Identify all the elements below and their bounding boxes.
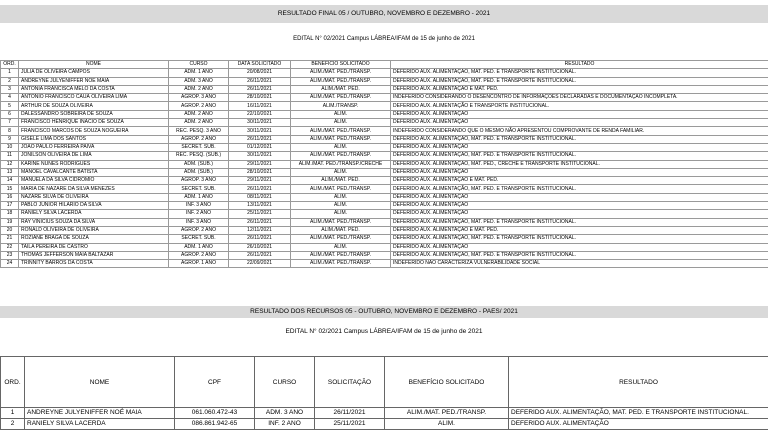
- cell-beneficio: ALIM./MAT. PED.: [291, 85, 391, 93]
- header-resultado: RESULTADO: [509, 357, 768, 408]
- cell-resultado: INDEFERIDO CONSIDERANDO QUE O MESMO NÃO APRESENTOU COMPROVANTE DE RENDA FAMILIAR.: [391, 127, 768, 135]
- cell-resultado: DEFERIDO AUX. ALIMENTAÇÃO, MAT. PED., CRECHE E TRANSPORTE INSTITUCIONAL.: [391, 160, 768, 168]
- cell-ord: 14: [1, 177, 19, 185]
- cell-ord: 24: [1, 260, 19, 268]
- cell-data: 25/11/2021: [229, 210, 291, 218]
- cell-beneficio: ALIM./MAT. PED.: [291, 177, 391, 185]
- cell-beneficio: ALIM.: [291, 168, 391, 176]
- cell-ord: 5: [1, 102, 19, 110]
- table-row: [1, 77, 768, 85]
- table-row: [1, 94, 768, 102]
- cell-ord: 15: [1, 185, 19, 193]
- table-row: [1, 160, 768, 168]
- cell-nome: ANTONIO FRANCISCO CAUÃ OLIVEIRA LIMA: [19, 94, 169, 102]
- table-row: [1, 419, 768, 430]
- cell-resultado: DEFERIDO AUX. ALIMENTAÇÃO: [391, 193, 768, 201]
- cell-curso: ADM. 2 ANO: [169, 110, 229, 118]
- table-row: [1, 85, 768, 93]
- cell-resultado: DEFERIDO AUX. ALIMENTAÇÃO, MAT. PED. E TRANSPORTE INSTITUCIONAL.: [391, 69, 768, 77]
- header-nome: NOME: [19, 61, 169, 69]
- cell-data: 30/11/2021: [229, 119, 291, 127]
- cell-curso: ADM. 2 ANO: [169, 85, 229, 93]
- cell-beneficio: ALIM./TRANSP.: [291, 102, 391, 110]
- cell-solicitacao: 25/11/2021: [315, 419, 385, 430]
- cell-data: 26/11/2021: [229, 185, 291, 193]
- cell-data: 26/11/2021: [229, 135, 291, 143]
- section2-title: RESULTADO DOS RECURSOS 05 - OUTUBRO, NOVEMBRO E DEZEMBRO - PAES/ 2021: [0, 306, 768, 318]
- cell-nome: JULIA DE OLIVEIRA CAMPOS: [19, 69, 169, 77]
- cell-curso: ADM. (SUB.): [169, 168, 229, 176]
- cell-beneficio: ALIM./MAT. PED./TRANSP.: [291, 260, 391, 268]
- table-row: [1, 69, 768, 77]
- appeals-result-table: [0, 356, 768, 430]
- cell-ord: 18: [1, 210, 19, 218]
- cell-nome: TAILA PEREIRA DE CASTRO: [19, 243, 169, 251]
- cell-ord: 12: [1, 160, 19, 168]
- cell-curso: INF. 3 ANO: [169, 202, 229, 210]
- cell-data: 26/11/2021: [229, 77, 291, 85]
- header-cpf: CPF: [175, 357, 255, 408]
- cell-resultado: DEFERIDO AUX. ALIMENTAÇÃO E MAT. PED.: [391, 85, 768, 93]
- cell-resultado: DEFERIDO AUX. ALIMENTAÇÃO E MAT. PED.: [391, 177, 768, 185]
- cell-ord: 17: [1, 202, 19, 210]
- cell-resultado: DEFERIDO AUX. ALIMENTAÇÃO, MAT. PED. E TRANSPORTE INSTITUCIONAL.: [391, 185, 768, 193]
- table-row: [1, 127, 768, 135]
- cell-nome: NAZARE SILVA DE OLIVEIRA: [19, 193, 169, 201]
- cell-resultado: DEFERIDO AUX. ALIMENTAÇÃO: [391, 110, 768, 118]
- table-row: [1, 235, 768, 243]
- cell-curso: ADM. 2 ANO: [169, 119, 229, 127]
- header-beneficio: BENEFÍCIO SOLICITADO: [385, 357, 509, 408]
- cell-curso: ADM. 3 ANO: [169, 77, 229, 85]
- cell-ord: 16: [1, 193, 19, 201]
- cell-beneficio: ALIM./MAT. PED./TRANSP.: [291, 152, 391, 160]
- table-row: [1, 218, 768, 226]
- cell-solicitacao: 26/11/2021: [315, 408, 385, 419]
- cell-beneficio: ALIM.: [291, 119, 391, 127]
- cell-resultado: DEFERIDO AUX. ALIMENTAÇÃO: [391, 168, 768, 176]
- cell-ord: 10: [1, 143, 19, 151]
- final-result-table: [0, 60, 768, 268]
- cell-resultado: DEFERIDO AUX. ALIMENTAÇÃO: [391, 210, 768, 218]
- cell-data: 13/11/2021: [229, 202, 291, 210]
- cell-data: 30/11/2021: [229, 127, 291, 135]
- cell-resultado: DEFERIDO AUX. ALIMENTAÇÃO: [391, 202, 768, 210]
- header-ord: ORD.: [1, 61, 19, 69]
- cell-nome: ROZIANE BRAGA DE SOUZA: [19, 235, 169, 243]
- cell-cpf: 086.861.942-65: [175, 419, 255, 430]
- cell-resultado: DEFERIDO AUX. ALIMENTAÇÃO: [509, 419, 768, 430]
- header-nome: NOME: [25, 357, 175, 408]
- section1-subtitle: EDITAL N° 02/2021 Campus LÁBREA/IFAM de 15 de junho de 2021: [293, 36, 475, 42]
- cell-beneficio: ALIM./MAT. PED./TRANSP.: [291, 135, 391, 143]
- table-row: [1, 226, 768, 234]
- cell-data: 22/09/2021: [229, 260, 291, 268]
- cell-nome: RONALD OLIVEIRA DE OLIVEIRA: [19, 226, 169, 234]
- cell-ord: 22: [1, 243, 19, 251]
- header-curso: CURSO: [169, 61, 229, 69]
- cell-data: 28/10/2021: [229, 94, 291, 102]
- cell-resultado: DEFERIDO AUX. ALIMENTAÇÃO, MAT. PED. E TRANSPORTE INSTITUCIONAL.: [391, 218, 768, 226]
- table-row: [1, 110, 768, 118]
- cell-nome: RANIELY SILVA LACERDA: [25, 419, 175, 430]
- cell-nome: ANTONIA FRANCISCA MELO DA COSTA: [19, 85, 169, 93]
- table-row: [1, 177, 768, 185]
- table-header-row: [1, 357, 768, 408]
- cell-nome: PABLO JUNIOR HILARIO DA SILVA: [19, 202, 169, 210]
- cell-curso: ADM. 1 ANO: [169, 243, 229, 251]
- cell-resultado: DEFERIDO AUX. ALIMENTAÇÃO: [391, 119, 768, 127]
- cell-data: 16/11/2021: [229, 102, 291, 110]
- table-row: [1, 243, 768, 251]
- cell-data: 26/11/2021: [229, 85, 291, 93]
- table-row: [1, 193, 768, 201]
- cell-beneficio: ALIM.: [291, 110, 391, 118]
- cell-nome: ANDREYNE JULYENIFFER NOÉ MAIA: [19, 77, 169, 85]
- cell-data: 01/12/2021: [229, 143, 291, 151]
- cell-curso: AGROP. 2 ANO: [169, 135, 229, 143]
- cell-resultado: DEFERIDO AUX. ALIMENTAÇÃO: [391, 243, 768, 251]
- cell-resultado: DEFERIDO AUX. ALIMENTAÇÃO, MAT. PED. E TRANSPORTE INSTITUCIONAL.: [391, 152, 768, 160]
- cell-nome: MANUELA DA SILVA CIDROMIO: [19, 177, 169, 185]
- cell-data: 26/11/2021: [229, 251, 291, 259]
- cell-resultado: INDEFERIDO NÃO CARACTERIZA VULNERABILIDADE SOCIAL: [391, 260, 768, 268]
- cell-nome: MANOEL CAVALCANTE BATISTA: [19, 168, 169, 176]
- cell-resultado: DEFERIDO AUX. ALIMENTAÇÃO, MAT. PED. E TRANSPORTE INSTITUCIONAL.: [391, 77, 768, 85]
- cell-data: 12/11/2021: [229, 226, 291, 234]
- table-row: [1, 408, 768, 419]
- cell-data: 22/10/2021: [229, 110, 291, 118]
- cell-ord: 7: [1, 119, 19, 127]
- cell-beneficio: ALIM.: [291, 143, 391, 151]
- cell-ord: 20: [1, 226, 19, 234]
- cell-data: 20/08/2021: [229, 69, 291, 77]
- cell-beneficio: ALIM./MAT. PED./TRANSP.: [291, 218, 391, 226]
- cell-nome: RANIELY SILVA LACERDA: [19, 210, 169, 218]
- table-row: [1, 119, 768, 127]
- table-row: [1, 135, 768, 143]
- cell-beneficio: ALIM.: [291, 243, 391, 251]
- cell-data: 30/11/2021: [229, 152, 291, 160]
- cell-curso: REC. PESQ. (SUB.): [169, 152, 229, 160]
- cell-curso: AGROP. 2 ANO: [169, 226, 229, 234]
- table-row: [1, 202, 768, 210]
- cell-ord: 13: [1, 168, 19, 176]
- cell-ord: 1: [1, 69, 19, 77]
- cell-beneficio: ALIM.: [291, 202, 391, 210]
- cell-beneficio: ALIM.: [385, 419, 509, 430]
- cell-beneficio: ALIM./MAT. PED./TRANSP.: [291, 127, 391, 135]
- cell-ord: 11: [1, 152, 19, 160]
- cell-data: 28/10/2021: [229, 168, 291, 176]
- cell-beneficio: ALIM./MAT. PED./TRANSP.: [385, 408, 509, 419]
- cell-beneficio: ALIM.: [291, 193, 391, 201]
- cell-nome: ANDREYNE JULYENIFFER NOÉ MAIA: [25, 408, 175, 419]
- cell-nome: KARINE NUNES RODRIGUES: [19, 160, 169, 168]
- section1-title: RESULTADO FINAL 05 / OUTUBRO, NOVEMBRO E DEZEMBRO - 2021: [0, 5, 768, 23]
- cell-resultado: DEFERIDO AUX. ALIMENTAÇÃO: [391, 143, 768, 151]
- table-header-row: [1, 61, 768, 69]
- header-solicitacao: SOLICITAÇÃO: [315, 357, 385, 408]
- cell-beneficio: ALIM./MAT. PED./TRANSP.: [291, 185, 391, 193]
- cell-beneficio: ALIM./MAT. PED./TRANSP.: [291, 69, 391, 77]
- table-row: [1, 251, 768, 259]
- table-row: [1, 152, 768, 160]
- cell-data: 26/11/2021: [229, 218, 291, 226]
- table-row: [1, 143, 768, 151]
- table-row: [1, 260, 768, 268]
- cell-nome: DALESSANDRO SOBREIRA DE SOUZA: [19, 110, 169, 118]
- cell-beneficio: ALIM.: [291, 210, 391, 218]
- cell-beneficio: ALIM./MAT. PED./TRANSP.: [291, 251, 391, 259]
- table-row: [1, 168, 768, 176]
- cell-ord: 23: [1, 251, 19, 259]
- header-resultado: RESULTADO: [391, 61, 768, 69]
- table-row: [1, 210, 768, 218]
- cell-ord: 1: [1, 408, 25, 419]
- cell-resultado: INDEFERIDO CONSIDERANDO O DESENCONTRO DE INFORMAÇÕES DECLARADAS E DOCUMENTAÇÃO INCOMPLETA.: [391, 94, 768, 102]
- cell-beneficio: ALIM./MAT. PED./TRANSP.: [291, 77, 391, 85]
- cell-nome: ARTHUR DE SOUZA OLIVEIRA: [19, 102, 169, 110]
- cell-resultado: DEFERIDO AUX. ALIMENTAÇÃO, MAT. PED. E TRANSPORTE INSTITUCIONAL.: [391, 235, 768, 243]
- cell-resultado: DEFERIDO AUX. ALIMENTAÇÃO, MAT. PED. E TRANSPORTE INSTITUCIONAL.: [391, 135, 768, 143]
- cell-beneficio: ALIM./MAT. PED.: [291, 226, 391, 234]
- cell-curso: AGROP. 2 ANO: [169, 102, 229, 110]
- cell-nome: RAY VINICIUS SOUZA DA SILVA: [19, 218, 169, 226]
- cell-ord: 2: [1, 77, 19, 85]
- cell-curso: ADM. 3 ANO: [255, 408, 315, 419]
- cell-data: 26/10/2021: [229, 243, 291, 251]
- cell-ord: 3: [1, 85, 19, 93]
- cell-curso: AGROP. 3 ANO: [169, 177, 229, 185]
- cell-ord: 2: [1, 419, 25, 430]
- cell-curso: REC. PESQ. 3 ANO: [169, 127, 229, 135]
- cell-resultado: DEFERIDO AUX. ALIMENTAÇÃO, MAT. PED. E TRANSPORTE INSTITUCIONAL.: [391, 251, 768, 259]
- cell-beneficio: ALIM./MAT. PED./TRANSP.: [291, 235, 391, 243]
- cell-nome: THOMAS JEFFERSON MAIA BALTAZAR: [19, 251, 169, 259]
- cell-curso: ADM. 1 ANO: [169, 69, 229, 77]
- cell-nome: TRINNITY BARROS DA COSTA: [19, 260, 169, 268]
- cell-data: 08/11/2021: [229, 193, 291, 201]
- cell-curso: AGROP. 3 ANO: [169, 94, 229, 102]
- header-ord: ORD.: [1, 357, 25, 408]
- cell-ord: 9: [1, 135, 19, 143]
- cell-resultado: DEFERIDO AUX. ALIMENTAÇÃO E MAT. PED.: [391, 226, 768, 234]
- cell-curso: ADM. (SUB.): [169, 160, 229, 168]
- cell-ord: 21: [1, 235, 19, 243]
- cell-ord: 6: [1, 110, 19, 118]
- cell-nome: FRANCISCO MARCOS DE SOUZA NOGUEIRA: [19, 127, 169, 135]
- cell-cpf: 061.060.472-43: [175, 408, 255, 419]
- cell-ord: 4: [1, 94, 19, 102]
- cell-curso: SECRET. SUB.: [169, 143, 229, 151]
- header-curso: CURSO: [255, 357, 315, 408]
- cell-curso: INF. 2 ANO: [169, 210, 229, 218]
- cell-data: 29/11/2021: [229, 177, 291, 185]
- cell-beneficio: ALIM./MAT. PED./TRANSP.: [291, 94, 391, 102]
- cell-nome: JOÃO PAULO FERREIRA PAIVA: [19, 143, 169, 151]
- cell-nome: FRANCISCO HENRIQUE INACIO DE SOUZA: [19, 119, 169, 127]
- cell-curso: INF. 2 ANO: [255, 419, 315, 430]
- cell-curso: SECRET. SUB.: [169, 235, 229, 243]
- cell-nome: GISELE LIMA DOS SANTOS: [19, 135, 169, 143]
- header-beneficio: BENEFÍCIO SOLICITADO: [291, 61, 391, 69]
- cell-resultado: DEFERIDO AUX. ALIMENTAÇÃO, MAT. PED. E TRANSPORTE INSTITUCIONAL.: [509, 408, 768, 419]
- cell-data: 26/11/2021: [229, 235, 291, 243]
- cell-curso: INF. 3 ANO: [169, 218, 229, 226]
- cell-nome: MARIA DE NAZARE DA SILVA MENEZES: [19, 185, 169, 193]
- cell-curso: AGROP. 1 ANO: [169, 260, 229, 268]
- cell-curso: AGROP. 2 ANO: [169, 251, 229, 259]
- cell-ord: 8: [1, 127, 19, 135]
- cell-data: 29/11/2021: [229, 160, 291, 168]
- cell-nome: JONILSON OLIVEIRA DE LIMA: [19, 152, 169, 160]
- cell-resultado: DEFERIDO AUX. ALIMENTAÇÃO E TRANSPORTE INSTITUCIONAL.: [391, 102, 768, 110]
- table-row: [1, 185, 768, 193]
- cell-curso: ADM. 1 ANO: [169, 193, 229, 201]
- table-row: [1, 102, 768, 110]
- cell-beneficio: ALIM./MAT. PED./TRANSP./CRECHE: [291, 160, 391, 168]
- cell-curso: SECRET. SUB.: [169, 185, 229, 193]
- section2-subtitle: EDITAL N° 02/2021 Campus LÁBREA/IFAM de 15 de junho de 2021: [285, 328, 483, 335]
- cell-ord: 19: [1, 218, 19, 226]
- header-data: DATA SOLICITADO: [229, 61, 291, 69]
